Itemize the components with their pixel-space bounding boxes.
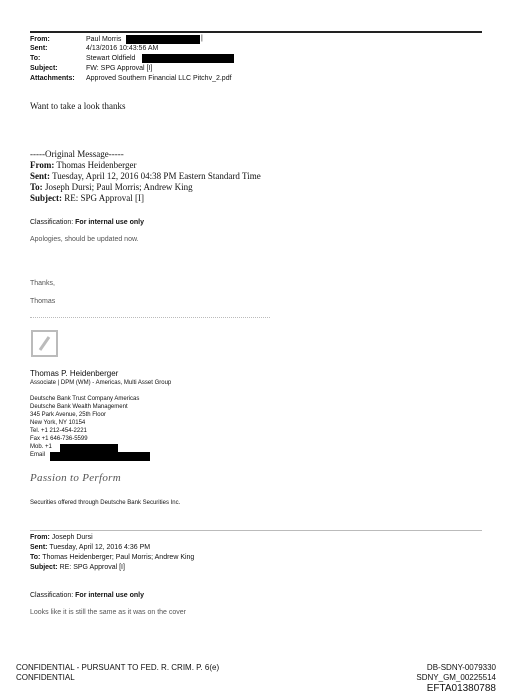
reply2-from-label: From: — [30, 534, 50, 541]
fwd-body: Want to take a look thanks — [30, 101, 126, 111]
orig-marker: -----Original Message----- — [30, 149, 124, 159]
orig-sent-label: Sent: — [30, 171, 50, 181]
signoff-thanks: Thanks, — [30, 280, 55, 287]
classification-2-value: For internal use only — [75, 592, 144, 599]
address-line: New York, NY 10154 — [30, 420, 86, 426]
bates-number-2: SDNY_GM_00225514 — [416, 673, 496, 682]
address-line: Fax +1 646-736-5599 — [30, 436, 88, 442]
address-line: 345 Park Avenue, 25th Floor — [30, 412, 106, 418]
reply2-from-value: Joseph Dursi — [51, 534, 93, 541]
reply2-to-label: To: — [30, 554, 41, 561]
classification-1-label: Classification: — [30, 219, 74, 226]
classification-1-value: For internal use only — [75, 219, 144, 226]
mobile-redaction — [60, 444, 118, 452]
orig-to — [30, 182, 193, 192]
disclaimer: Securities offered through Deutsche Bank Securities Inc. — [30, 500, 181, 506]
orig-sent — [30, 171, 261, 181]
fwd-from-redaction — [126, 35, 200, 44]
fwd-attachments-label: Attachments: — [30, 75, 75, 82]
fwd-from-label: From: — [30, 36, 50, 43]
reply2-subject — [30, 564, 125, 571]
orig-from — [30, 160, 136, 170]
fwd-attachments-value: Approved Southern Financial LLC Pitchv_2.pdf — [86, 75, 232, 82]
footer-confidential-1: CONFIDENTIAL - PURSUANT TO FED. R. CRIM. P. 6(e) — [16, 663, 220, 672]
fwd-to-label: To: — [30, 55, 41, 62]
classification-2-label: Classification: — [30, 592, 74, 599]
orig-subject-value: RE: SPG Approval [I] — [64, 193, 144, 203]
reply2-sent — [30, 544, 150, 551]
address-line: Deutsche Bank Trust Company Americas — [30, 396, 140, 402]
orig-sent-value: Tuesday, April 12, 2016 04:38 PM Eastern Standard Time — [52, 171, 261, 181]
fwd-from-bracket: | — [201, 35, 203, 42]
efta-number: EFTA01380788 — [426, 683, 496, 694]
signoff-name: Thomas — [30, 298, 56, 305]
bates-number-1: DB-SDNY-0079330 — [426, 663, 496, 672]
orig-subject — [30, 193, 144, 203]
address-line: Deutsche Bank Wealth Management — [30, 404, 128, 410]
reply2-sent-label: Sent: — [30, 544, 48, 551]
reply2-to — [30, 554, 194, 561]
deutsche-bank-logo-icon — [31, 330, 58, 357]
fwd-sent-value: 4/13/2016 10:43:56 AM — [86, 45, 159, 52]
orig-subject-label: Subject: — [30, 193, 62, 203]
orig-from-value: Thomas Heidenberger — [56, 160, 137, 170]
orig-to-label: To: — [30, 182, 43, 192]
reply2-subject-label: Subject: — [30, 564, 58, 571]
fwd-to-value: Stewart Oldfield — [86, 55, 136, 62]
signature-name: Thomas P. Heidenberger — [30, 369, 119, 378]
message-1-body: Apologies, should be updated now. — [30, 236, 139, 243]
email-redaction — [50, 452, 150, 461]
address-line: Email — [30, 452, 46, 458]
classification-1 — [30, 219, 144, 226]
fwd-subject-label: Subject: — [30, 65, 58, 72]
fwd-from-value: Paul Morris — [86, 36, 122, 43]
address-line: Mob. +1 — [30, 444, 52, 450]
orig-from-label: From: — [30, 160, 55, 170]
reply2-to-value: Thomas Heidenberger; Paul Morris; Andrew King — [42, 554, 195, 561]
address-line: Tel. +1 212-454-2221 — [30, 428, 87, 434]
reply-separator — [30, 530, 482, 531]
dotted-separator — [30, 317, 270, 318]
top-rule — [30, 31, 482, 33]
signature-title: Associate | DPM (WM) - Americas, Multi Asset Group — [30, 380, 172, 386]
slogan: Passion to Perform — [30, 472, 121, 484]
reply2-subject-value: RE: SPG Approval [I] — [59, 564, 125, 571]
fwd-subject-value: FW: SPG Approval [I] — [86, 65, 153, 72]
message-2-body: Looks like it is still the same as it was on the cover — [30, 609, 187, 616]
fwd-sent-label: Sent: — [30, 45, 48, 52]
reply2-from — [30, 534, 93, 541]
fwd-to-redaction — [142, 54, 234, 63]
footer-confidential-2: CONFIDENTIAL — [16, 673, 75, 682]
reply2-sent-value: Tuesday, April 12, 2016 4:36 PM — [49, 544, 151, 551]
classification-2 — [30, 592, 144, 599]
orig-to-value: Joseph Dursi; Paul Morris; Andrew King — [44, 182, 193, 192]
